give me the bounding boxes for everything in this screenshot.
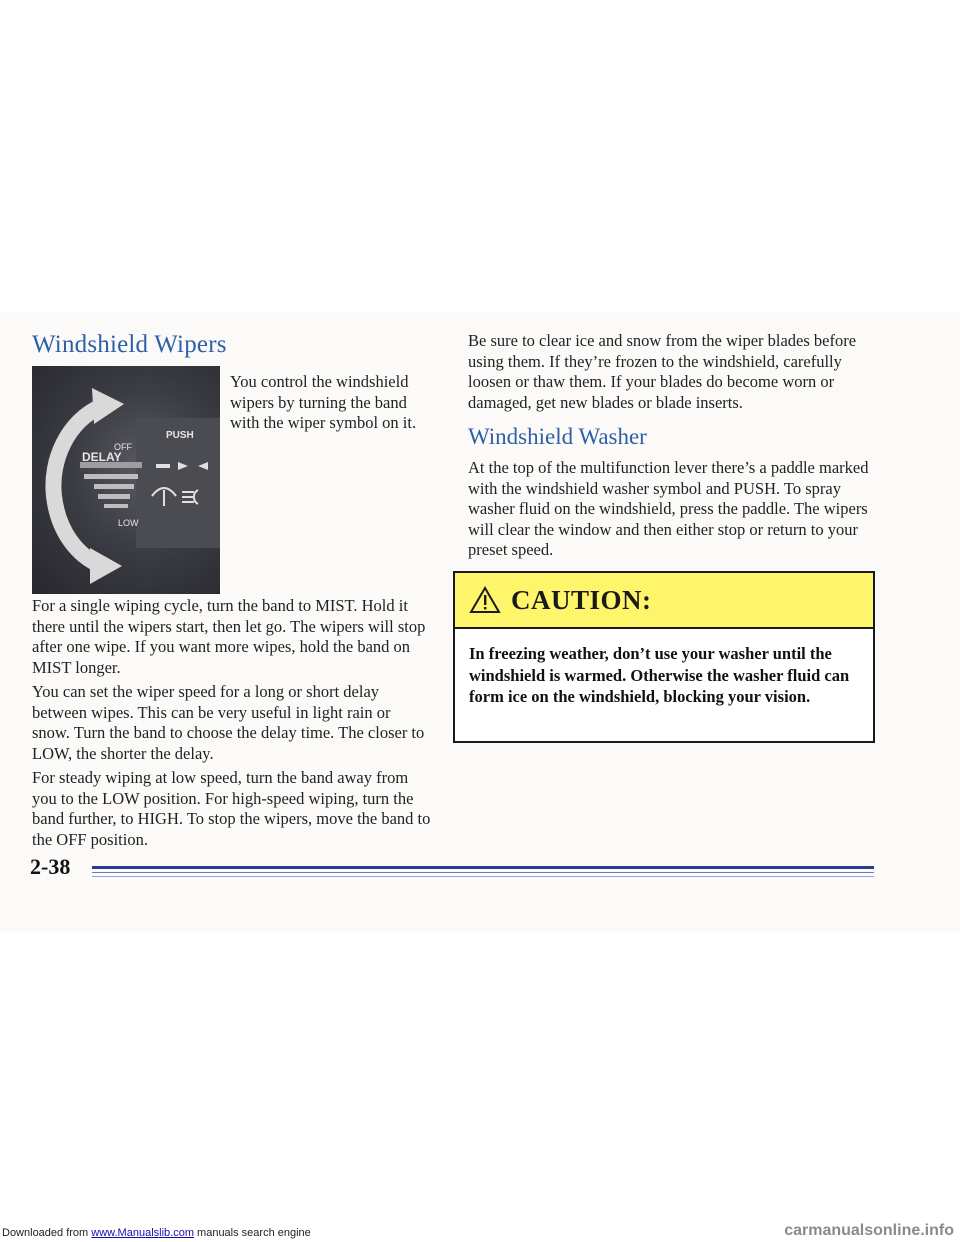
wiper-band-illustration [32,366,220,594]
washer-paragraph: At the top of the multifunction lever there’s a paddle marked with the windshield washer symbol and PUSH. To spray washer fluid on the windshield, press the paddle. The wipers will clear the window and then either stop or return to your preset speed. [468,458,869,559]
page-number: 2-38 [30,854,71,879]
wipers-paragraph-3: For steady wiping at low speed, turn the band away from you to the LOW position. For high-speed wiping, turn the band further, to HIGH. To stop the wipers, move the band to the OFF position. [32,768,431,849]
footer-rule-thinnest [92,876,874,877]
caution-body: In freezing weather, don’t use your washer until the windshield is warmed. Otherwise the washer fluid can form ice on the windshield, blocking your vision. [469,644,850,706]
wiper-control-photo [32,366,220,594]
wipers-right-paragraph: Be sure to clear ice and snow from the wiper blades before using them. If they’re frozen to the windshield, carefully loosen or thaw them. If your blades do become worn or damaged, get new blades or blade inserts. [468,331,857,412]
wipers-intro: You control the windshield wipers by turning the band with the wiper symbol on it. [230,372,417,432]
manualslib-link[interactable]: www.Manualslib.com [91,1227,194,1239]
delay-label: DELAY [82,450,122,464]
footer-prefix: Downloaded from [2,1227,92,1239]
footer-rule-thin [92,872,874,873]
low-label: LOW [118,518,139,528]
download-footer [2,1227,311,1239]
windshield-wipers-heading: Windshield Wipers [32,331,227,358]
off-label: OFF [114,442,132,452]
caution-title: CAUTION: [511,584,652,615]
footer-suffix: manuals search engine [193,1227,311,1239]
windshield-washer-heading: Windshield Washer [468,424,647,449]
watermark-text: carmanualsonline.info [784,1222,954,1239]
wipers-paragraph-1: For a single wiping cycle, turn the band to MIST. Hold it there until the wipers start, then let go. The wipers will stop after one wipe. If you want more wipes, hold the band on MIST longer. [32,596,426,677]
push-label: PUSH [166,430,194,441]
caution-box [453,571,875,743]
footer-rule [92,866,874,869]
caution-header [455,573,873,629]
warning-triangle-icon [469,586,501,614]
wipers-paragraph-2: You can set the wiper speed for a long or short delay between wipes. This can be very useful in light rain or snow. Turn the band to choose the delay time. The closer to LOW, the shorter the delay. [32,682,425,763]
